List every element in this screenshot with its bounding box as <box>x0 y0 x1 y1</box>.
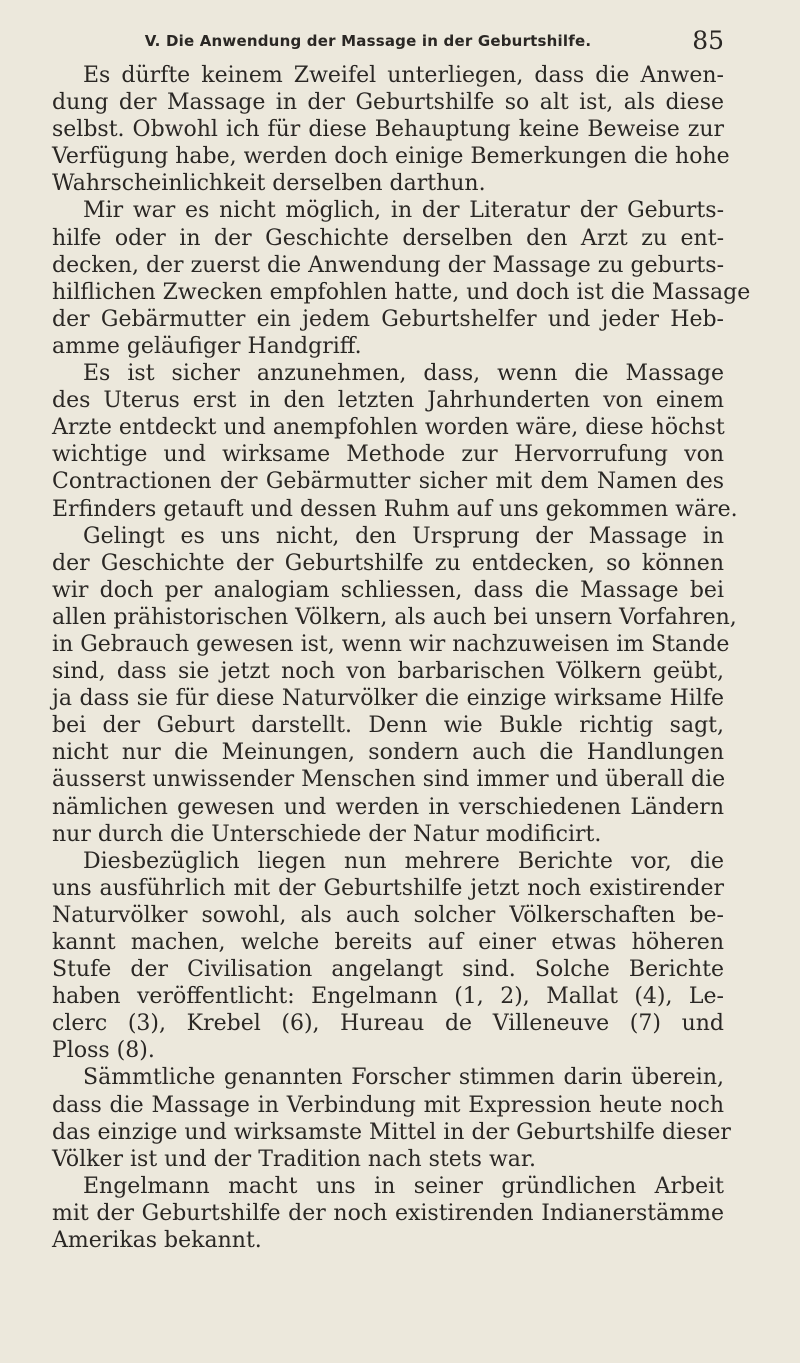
text-line: hilflichen Zwecken empfohlen hatte, und doch ist die Massage <box>52 279 751 305</box>
text-line: sind, dass sie jetzt noch von barbarischen Völkern geübt, <box>52 659 724 685</box>
text-line: wichtige und wirksame Methode zur Hervorrufung von <box>52 442 724 468</box>
text-line: Amerikas bekannt. <box>52 1228 262 1254</box>
text-line: dass die Massage in Verbindung mit Expression heute noch <box>52 1092 724 1118</box>
running-header <box>52 26 724 62</box>
paragraph <box>52 62 730 197</box>
text-line: nur durch die Unterschiede der Natur modificirt. <box>52 821 602 847</box>
text-line: allen prähistorischen Völkern, als auch bei unsern Vorfahren, <box>52 604 737 630</box>
text-line: Wahrscheinlichkeit derselben darthun. <box>52 171 486 197</box>
paragraph <box>52 1064 731 1172</box>
running-title: V. Die Anwendung der Massage in der Geburtshilfe. <box>144 32 592 50</box>
paragraph <box>52 1173 724 1254</box>
text-line: Contractionen der Gebärmutter sicher mit dem Namen des <box>52 469 724 495</box>
text-line: clerc (3), Krebel (6), Hureau de Villeneuve (7) und <box>52 1011 724 1037</box>
text-line: Völker ist und der Tradition nach stets war. <box>52 1146 536 1172</box>
text-line: Naturvölker sowohl, als auch solcher Völkerschaften be- <box>52 902 724 928</box>
page-number: 85 <box>692 26 724 55</box>
paragraph <box>52 360 738 523</box>
text-line: uns ausführlich mit der Geburtshilfe jetzt noch existirender <box>52 875 724 901</box>
paragraph <box>52 848 724 1065</box>
text-line: nämlichen gewesen und werden in verschiedenen Ländern <box>52 794 724 820</box>
text-line: Arzte entdeckt und anempfohlen worden wäre, diese höchst <box>52 415 725 441</box>
text-line: Engelmann macht uns in seiner gründlichen Arbeit <box>83 1173 724 1199</box>
text-line: Ploss (8). <box>52 1038 155 1064</box>
text-line: selbst. Obwohl ich für diese Behauptung keine Beweise zur <box>52 117 724 143</box>
text-line: des Uterus erst in den letzten Jahrhunderten von einem <box>52 388 724 414</box>
text-line: Gelingt es uns nicht, den Ursprung der Massage in <box>83 523 724 549</box>
text-line: bei der Geburt darstellt. Denn wie Bukle richtig sagt, <box>52 713 724 739</box>
text-line: amme geläufiger Handgriff. <box>52 333 362 359</box>
text-line: Es dürfte keinem Zweifel unterliegen, dass die Anwen- <box>83 63 724 88</box>
text-line: Diesbezüglich liegen nun mehrere Berichte vor, die <box>83 848 724 874</box>
text-line: haben veröffentlicht: Engelmann (1, 2), Mallat (4), Le- <box>52 984 724 1010</box>
text-line: hilfe oder in der Geschichte derselben den Arzt zu ent- <box>52 225 724 251</box>
text-line: ja dass sie für diese Naturvölker die einzige wirksame Hilfe <box>52 686 724 712</box>
text-line: wir doch per analogiam schliessen, dass die Massage bei <box>52 577 724 603</box>
body-text <box>52 62 751 1254</box>
text-line: kannt machen, welche bereits auf einer etwas höheren <box>52 930 724 955</box>
text-line: mit der Geburtshilfe der noch existirenden Indianerstämme <box>52 1200 724 1226</box>
text-line: der Gebärmutter ein jedem Geburtshelfer und jeder Heb- <box>52 306 724 332</box>
text-line: Stufe der Civilisation angelangt sind. Solche Berichte <box>52 957 724 983</box>
text-line: in Gebrauch gewesen ist, wenn wir nachzuweisen im Stande <box>52 631 730 657</box>
text-line: der Geschichte der Geburtshilfe zu entdecken, so können <box>52 550 724 576</box>
text-line: nicht nur die Meinungen, sondern auch die Handlungen <box>52 740 724 766</box>
text-line: Verfügung habe, werden doch einige Bemerkungen die hohe <box>52 144 730 170</box>
text-line: das einzige und wirksamste Mittel in der Geburtshilfe dieser <box>52 1119 731 1145</box>
text-line: äusserst unwissender Menschen sind immer und überall die <box>52 767 726 793</box>
text-line: decken, der zuerst die Anwendung der Massage zu geburts- <box>52 252 724 278</box>
text-line: Es ist sicher anzunehmen, dass, wenn die Massage <box>83 361 724 387</box>
paragraph <box>52 197 751 360</box>
text-line: Erfinders getauft und dessen Ruhm auf uns gekommen wäre. <box>52 496 738 522</box>
text-line: Mir war es nicht möglich, in der Literatur der Geburts- <box>83 198 724 224</box>
paragraph <box>52 523 737 848</box>
text-line: Sämmtliche genannten Forscher stimmen darin überein, <box>83 1065 724 1091</box>
text-line: dung der Massage in der Geburtshilfe so alt ist, als diese <box>52 90 724 116</box>
